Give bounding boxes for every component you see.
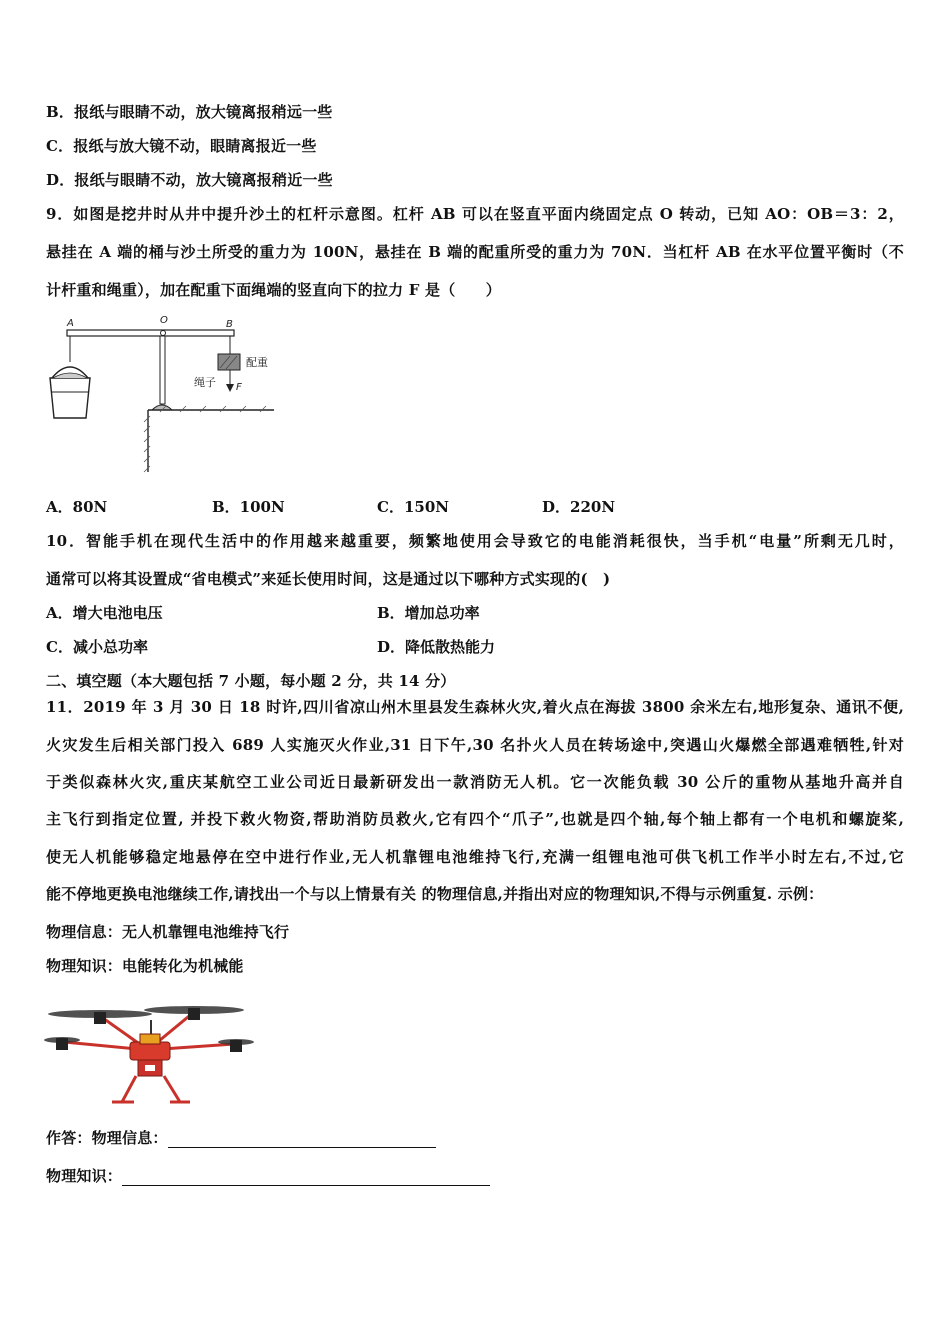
pivot	[161, 331, 166, 336]
bucket	[50, 367, 90, 418]
drone-image	[44, 990, 254, 1106]
lever-diagram	[44, 312, 280, 474]
lever-bar	[67, 330, 234, 336]
q10-option-a: A．增大电池电压	[46, 604, 163, 622]
answer-knowledge-row	[46, 1166, 490, 1186]
q8-option-c: C．报纸与放大镜不动，眼睛离报近一些	[46, 137, 317, 155]
drone-body	[130, 1020, 170, 1076]
force-label: F	[236, 382, 242, 393]
label-a: A	[67, 318, 74, 329]
answer-info-label: 作答：物理信息：	[46, 1129, 168, 1147]
q9-option-d: D．220N	[542, 498, 616, 516]
ground-hatching	[144, 406, 266, 472]
q11-stem-line6: 能不停地更换电池继续工作,请找出一个与以上情景有关 的物理信息,并指出对应的物理知识,不得与示例重复. 示例：	[46, 885, 824, 903]
answer-knowledge-blank[interactable]	[122, 1169, 490, 1186]
answer-info-blank[interactable]	[168, 1131, 436, 1148]
q10-stem-line2: 通常可以将其设置成“省电模式”来延长使用时间，这是通过以下哪种方式实现的( )	[46, 570, 611, 588]
rope-label: 绳子	[194, 376, 216, 389]
q11-stem-line2: 火灾发生后相关部门投入 689 人实施灭火作业,31 日下午,30 名扑火人员在转场途中,突遇山火爆燃全部遇难牺牲,针对	[46, 736, 904, 754]
q9-stem-line2: 悬挂在 A 端的桶与沙土所受的重力为 100N，悬挂在 B 端的配重所受的重力为 70N．当杠杆 AB 在水平位置平衡时（不	[46, 243, 904, 261]
q11-stem-line5: 使无人机能够稳定地悬停在空中进行作业,无人机靠锂电池维持飞行,充满一组锂电池可供飞机工作半小时左右,不过,它	[46, 848, 904, 866]
support-post	[160, 336, 165, 404]
label-b: B	[226, 319, 233, 330]
q10-option-c: C．减小总功率	[46, 638, 148, 656]
q11-stem-line1: 11．2019 年 3 月 30 日 18 时许,四川省凉山州木里县发生森林火灾,着火点在海拔 3800 余米左右,地形复杂、通讯不便,	[46, 698, 904, 716]
section-heading: 二、填空题（本大题包括 7 小题，每小题 2 分，共 14 分）	[46, 672, 456, 690]
q9-stem-line1: 9．如图是挖井时从井中提升沙土的杠杆示意图。杠杆 AB 可以在竖直平面内绕固定点 O 转动，已知 AO：OB＝3：2，	[46, 205, 904, 223]
q11-stem-line4: 主飞行到指定位置, 并投下救火物资,帮助消防员救火,它有四个“爪子”,也就是四个轴,每个轴上都有一个电机和螺旋桨,	[46, 810, 904, 828]
q8-option-b: B．报纸与眼睛不动，放大镜离报稍远一些	[46, 103, 333, 121]
answer-info-row	[46, 1128, 436, 1148]
q9-option-a: A．80N	[46, 498, 108, 516]
force-arrow	[226, 384, 234, 392]
answer-knowledge-label: 物理知识：	[46, 1167, 123, 1185]
example-knowledge: 物理知识：电能转化为机械能	[46, 957, 244, 975]
q8-option-d: D．报纸与眼睛不动，放大镜离报稍近一些	[46, 171, 333, 189]
counterweight-label: 配重	[246, 356, 268, 369]
landing-gear	[112, 1076, 190, 1102]
q9-option-b: B．100N	[212, 498, 285, 516]
q9-option-c: C．150N	[377, 498, 449, 516]
q11-stem-line3: 于类似森林火灾,重庆某航空工业公司近日最新研发出一款消防无人机。它一次能负载 30 公斤的重物从基地升高并自	[46, 773, 904, 791]
post-base	[152, 405, 172, 410]
example-info: 物理信息：无人机靠锂电池维持飞行	[46, 923, 290, 941]
q10-stem-line1: 10．智能手机在现代生活中的作用越来越重要，频繁地使用会导致它的电能消耗很快，当手机“电量”所剩无几时，	[46, 532, 904, 550]
q10-option-b: B．增加总功率	[377, 604, 480, 622]
label-o: O	[160, 315, 168, 326]
q10-option-d: D．降低散热能力	[377, 638, 496, 656]
q9-stem-line3: 计杆重和绳重），加在配重下面绳端的竖直向下的拉力 F 是（ ）	[46, 281, 501, 299]
